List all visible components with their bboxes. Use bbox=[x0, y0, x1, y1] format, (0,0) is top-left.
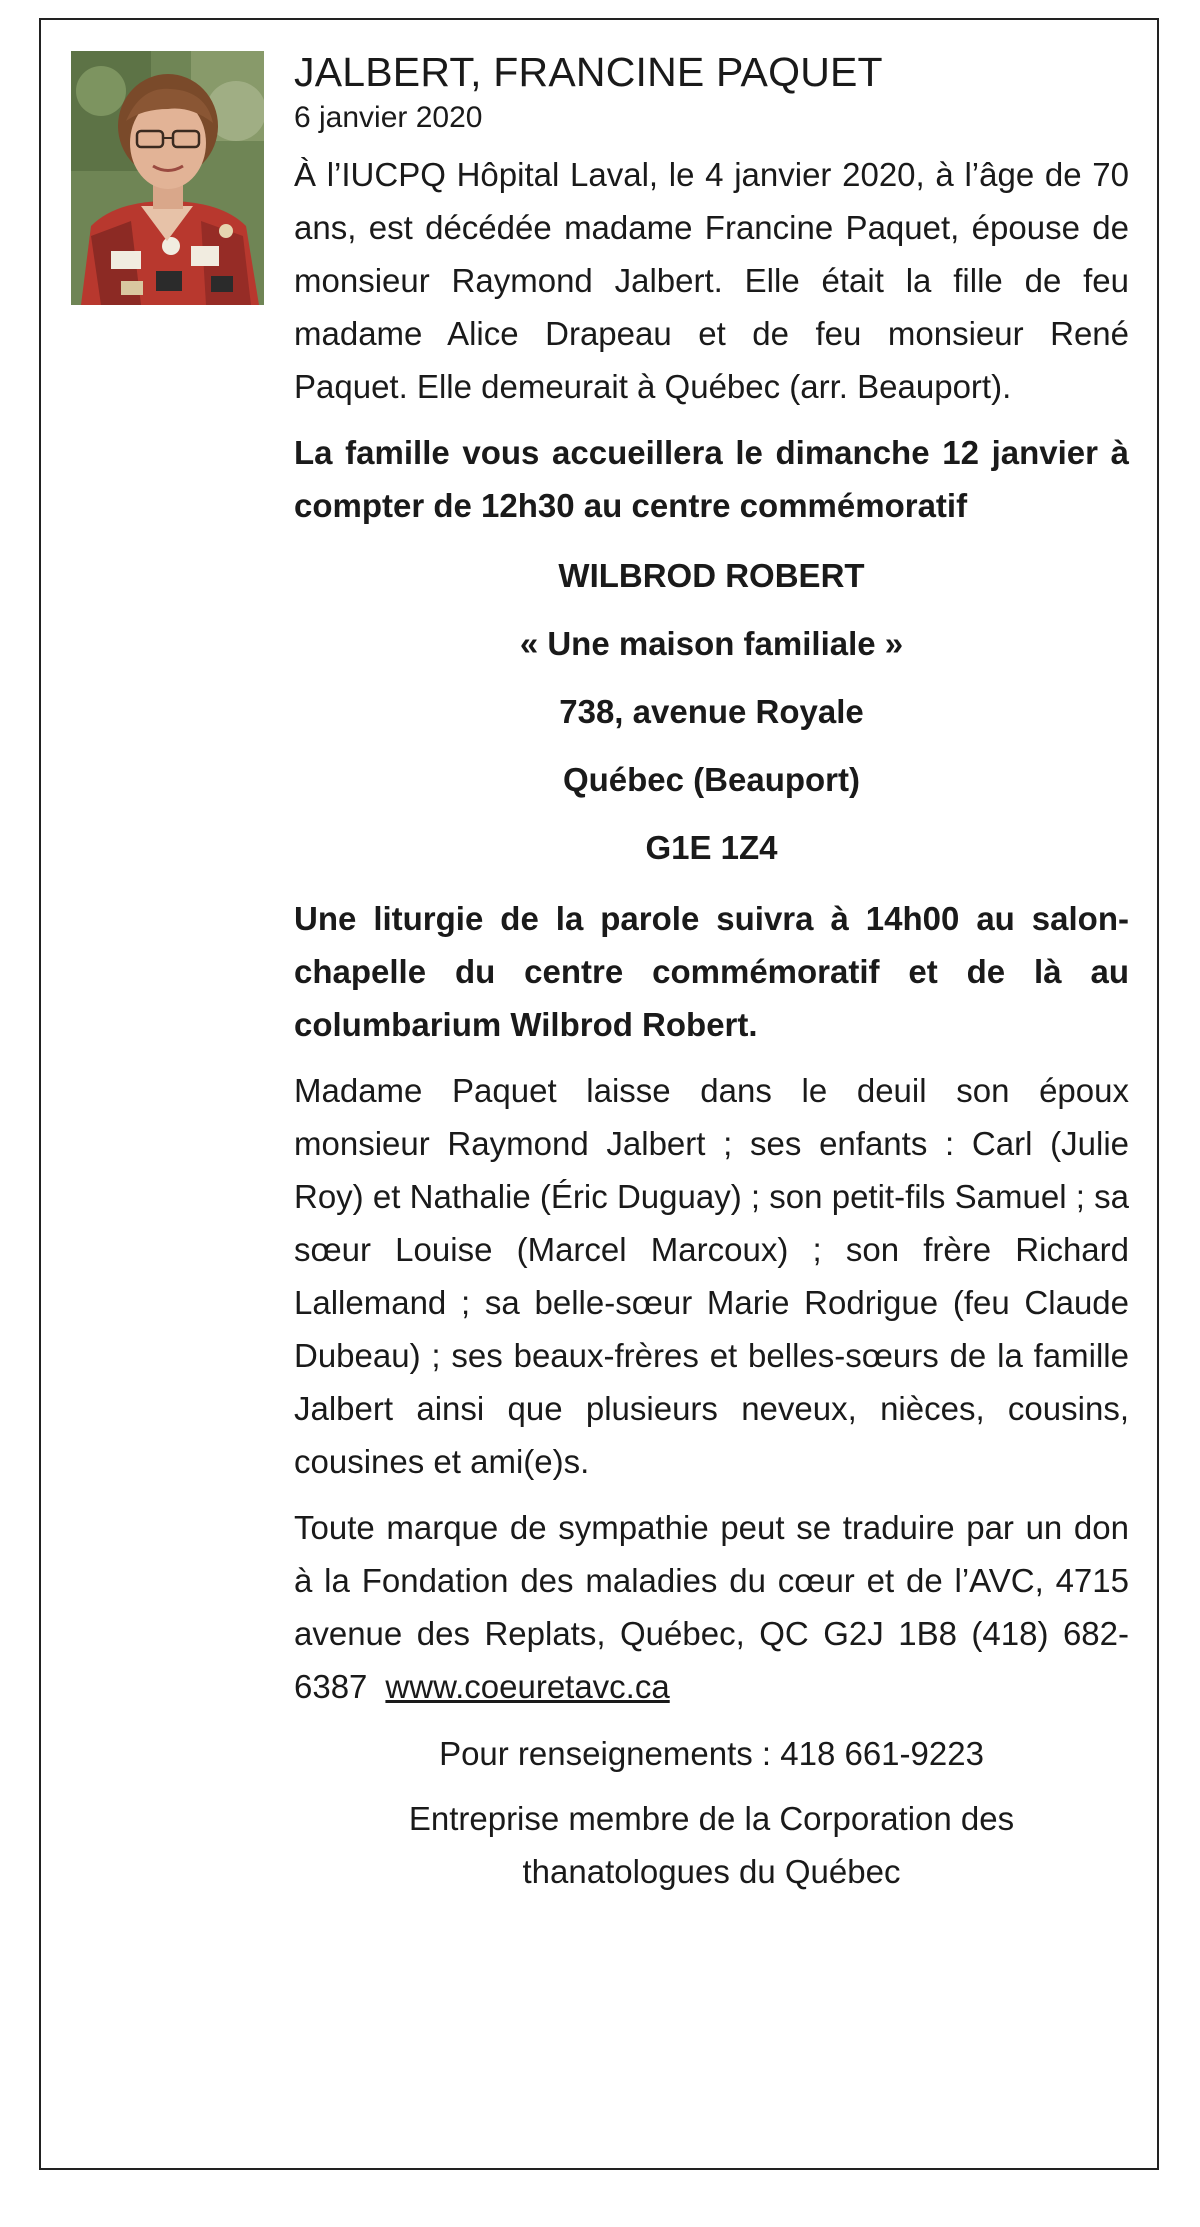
foundation-link[interactable]: www.coeuretavc.ca bbox=[385, 1668, 670, 1705]
sympathy-paragraph bbox=[294, 1501, 1129, 1713]
deceased-name: JALBERT, FRANCINE PAQUET bbox=[294, 49, 883, 95]
portrait-photo bbox=[71, 51, 264, 305]
member-statement bbox=[294, 1792, 1129, 1898]
sympathy-text: Toute marque de sympathie peut se traduire par un don à la Fondation des maladies du cœur et de l’AVC, 4715 avenue des Replats, Québec, QC G2J 1B8 (418) 682-6387 bbox=[294, 1509, 1129, 1705]
member-line-1: Entreprise membre de la Corporation des bbox=[408, 1800, 1015, 1837]
liturgy-paragraph: Une liturgie de la parole suivra à 14h00 au salon-chapelle du centre commémoratif et de là au columbarium Wilbrod Robert. bbox=[294, 900, 1129, 1043]
visitation-paragraph: La famille vous accueillera le dimanche 12 janvier à compter de 12h30 au centre commémoratif bbox=[294, 434, 1129, 524]
family-paragraph: Madame Paquet laisse dans le deuil son époux monsieur Raymond Jalbert ; ses enfants : Carl (Julie Roy) et Nathalie (Éric Duguay) ; son petit-fils Samuel ; sa sœur Louise (Marcel Marcoux) ; son frère Richard Lallemand ; sa belle-sœur Marie Rodrigue (feu Claude Dubeau) ; ses beaux-frères et belles-sœurs de la famille Jalbert ainsi que plusieurs neveux, nièces, cousins, cousines et ami(e)s. bbox=[294, 1072, 1129, 1480]
funeral-home-slogan: « Une maison familiale » bbox=[519, 625, 904, 662]
intro-paragraph: À l’IUCPQ Hôpital Laval, le 4 janvier 2020, à l’âge de 70 ans, est décédée madame Francine Paquet, épouse de monsieur Raymond Jalbert. Elle était la fille de feu madame Alice Drapeau et de feu monsieur René Paquet. Elle demeurait à Québec (arr. Beauport). bbox=[294, 156, 1129, 405]
info-phone-line: Pour renseignements : 418 661-9223 bbox=[439, 1735, 984, 1772]
funeral-home-name: WILBROD ROBERT bbox=[558, 557, 865, 594]
funeral-home-city: Québec (Beauport) bbox=[562, 761, 861, 798]
publication-date: 6 janvier 2020 bbox=[294, 101, 483, 134]
funeral-home-street: 738, avenue Royale bbox=[559, 693, 864, 730]
funeral-home-address bbox=[294, 554, 1129, 870]
funeral-home-postal-code: G1E 1Z4 bbox=[645, 829, 778, 866]
member-line-2: thanatologues du Québec bbox=[522, 1853, 901, 1890]
notice-content bbox=[294, 48, 1129, 1898]
